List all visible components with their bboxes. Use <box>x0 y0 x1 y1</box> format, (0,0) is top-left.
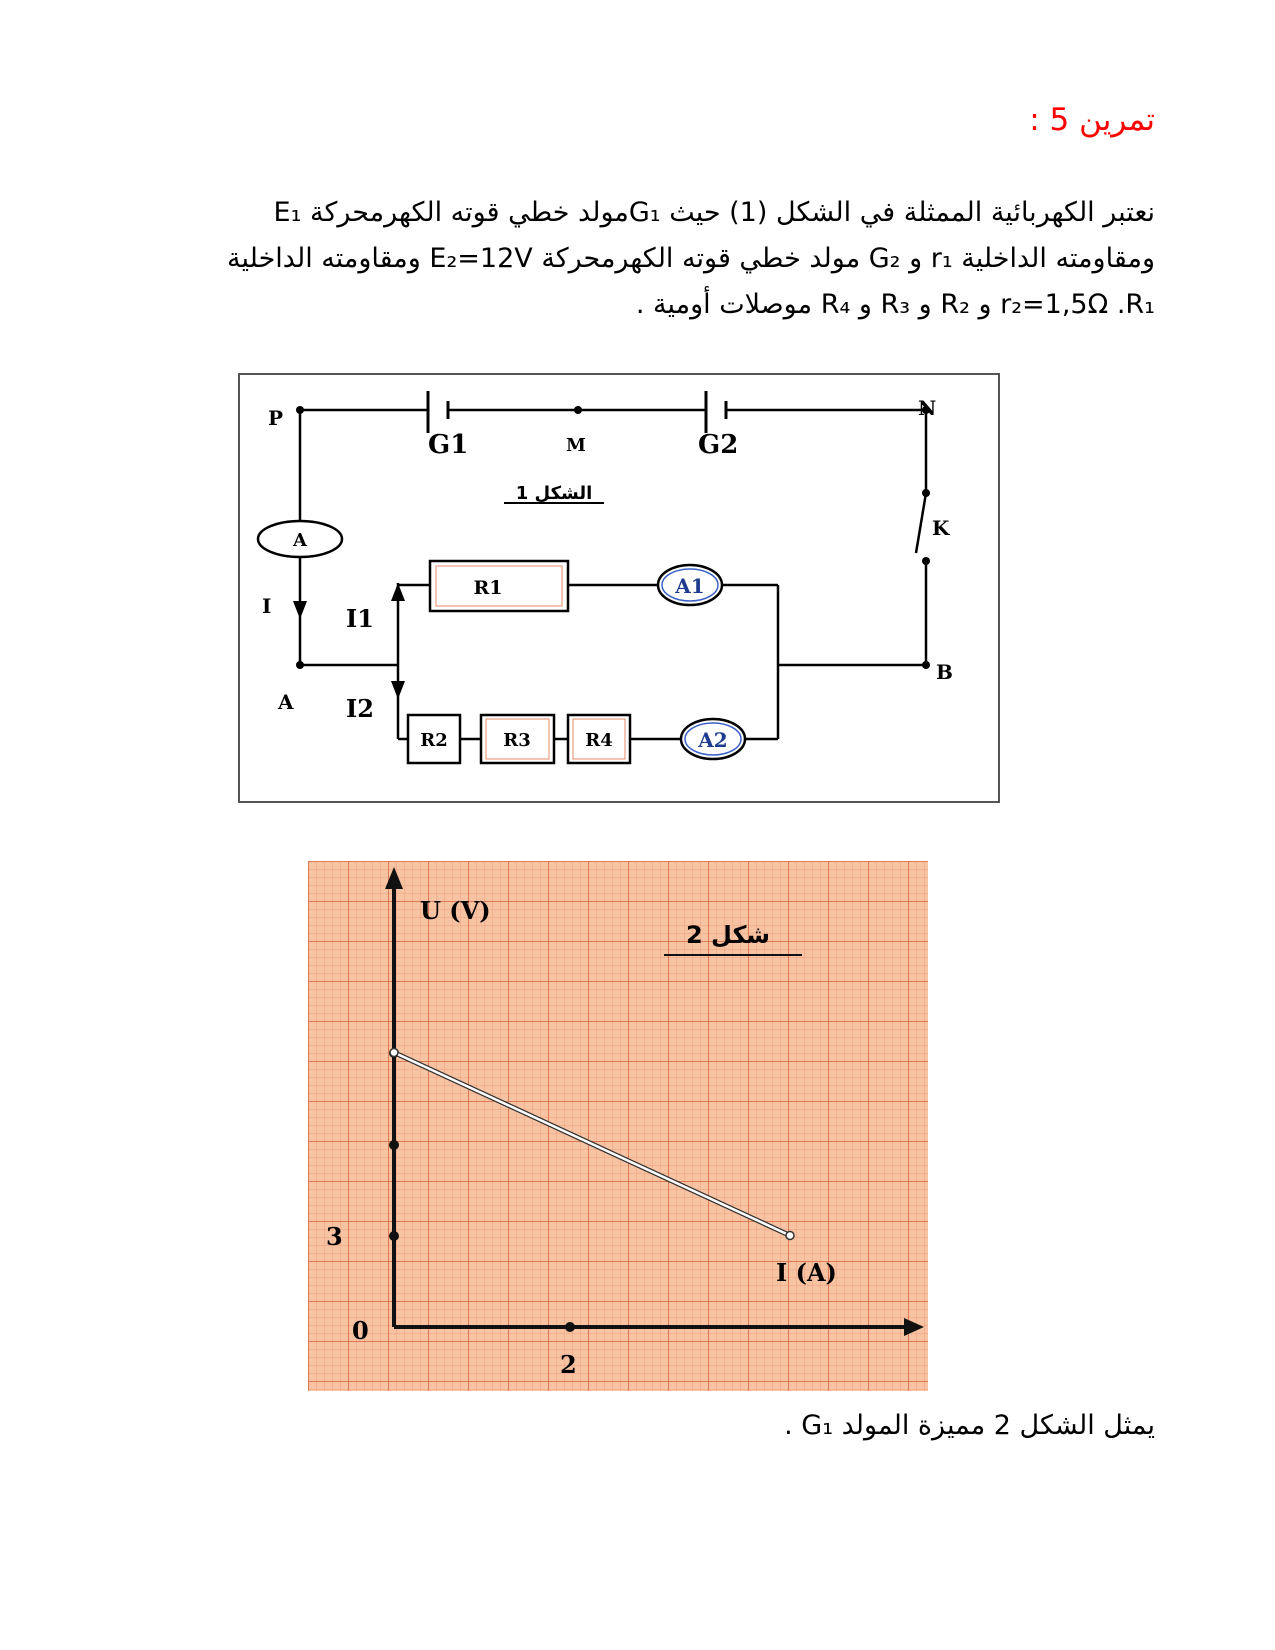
node-a-dot <box>296 661 304 669</box>
switch-k-dot-top <box>922 489 930 497</box>
y-tick-label-3: 3 <box>326 1222 343 1251</box>
x-tick-dot <box>565 1322 575 1332</box>
node-m-label: M <box>566 435 586 456</box>
node-p-dot <box>296 406 304 414</box>
node-p-label: P <box>268 406 284 430</box>
characteristic-chart <box>308 861 928 1391</box>
resistor-r3-label: R3 <box>503 730 531 751</box>
y-tick-dot <box>389 1231 399 1241</box>
main-ammeter-label: A <box>293 530 307 551</box>
resistor-r2-label: R2 <box>420 730 448 751</box>
switch-k-dot-bottom <box>922 557 930 565</box>
node-b-dot <box>922 661 930 669</box>
node-a-label: A <box>278 690 294 714</box>
statement-line-2: ومقاومته الداخلية r₁ و G₂ مولد خطي قوته الكهرمحركة E₂=12V ومقاومته الداخلية <box>227 243 1155 274</box>
characteristic-point <box>786 1232 794 1240</box>
statement-line-1: نعتبر الكهربائية الممثلة في الشكل (1) حيث G₁مولد خطي قوته الكهرمحركة E₁ <box>273 197 1155 228</box>
node-m-dot <box>574 406 582 414</box>
node-n-label: N <box>918 396 937 420</box>
y-tick-dot <box>389 1140 399 1150</box>
origin-label: 0 <box>352 1316 369 1345</box>
switch-k-label: K <box>932 516 950 540</box>
g2-label: G2 <box>698 430 739 460</box>
conclusion-text: يمثل الشكل 2 مميزة المولد G₁ . <box>784 1410 1155 1441</box>
current-i2-label: I2 <box>346 694 374 723</box>
resistor-r1-label: R1 <box>473 577 503 599</box>
statement-line-3: r₂=1,5Ω .R₁ و R₂ و R₃ و R₄ موصلات أومية . <box>635 289 1155 320</box>
current-i-label: I <box>262 594 272 618</box>
x-tick-label-2: 2 <box>560 1350 577 1379</box>
figure1-caption: الشكل 1 <box>515 483 593 504</box>
y-axis-label: U (V) <box>420 896 491 925</box>
node-b-label: B <box>936 660 953 684</box>
current-i1-label: I1 <box>346 604 374 633</box>
problem-statement <box>65 190 1155 328</box>
g1-label: G1 <box>428 430 469 460</box>
ammeter-a1-label: A1 <box>675 574 705 598</box>
circuit-diagram <box>238 373 1000 813</box>
characteristic-point <box>390 1049 398 1057</box>
graph-paper-grid <box>308 861 928 1391</box>
figure2-caption: شكل 2 <box>685 921 771 949</box>
resistor-r4-label: R4 <box>585 730 613 751</box>
x-axis-label: I (A) <box>776 1258 837 1287</box>
ammeter-a2-label: A2 <box>698 728 728 752</box>
exercise-title: تمرين 5 : <box>1029 102 1155 138</box>
